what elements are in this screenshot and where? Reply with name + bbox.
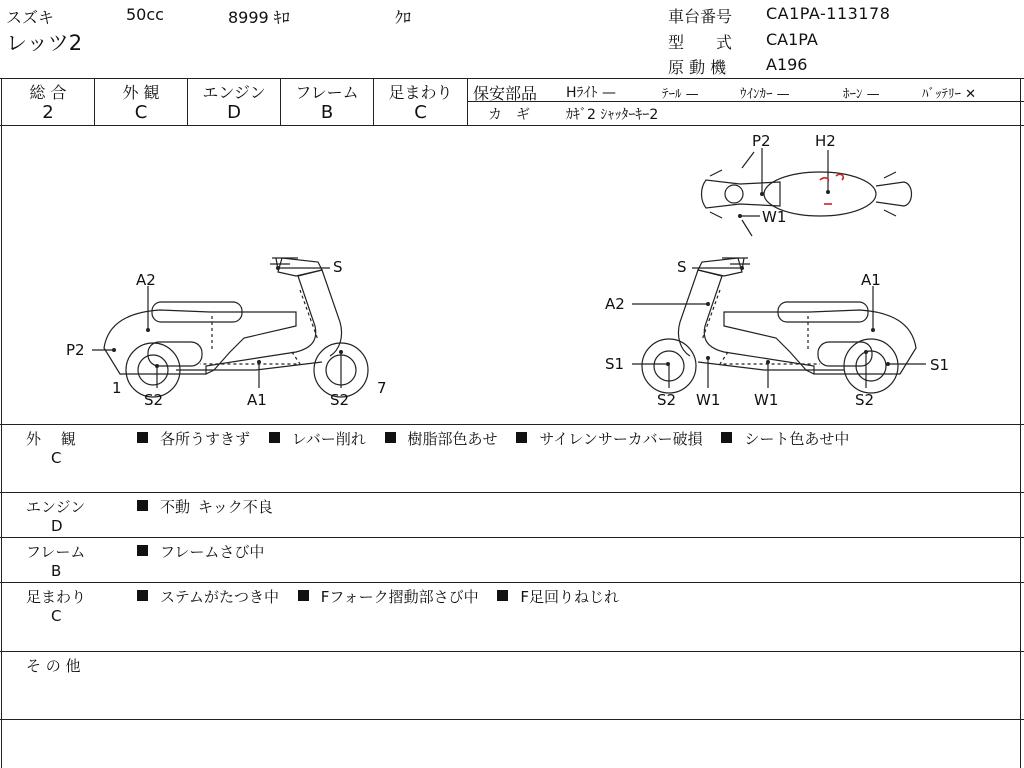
left-label-7: 7 (377, 379, 387, 397)
bullet-icon (269, 432, 280, 443)
bullet-icon (137, 500, 148, 511)
engine-value: A196 (766, 55, 808, 74)
comment-divider-3 (0, 582, 1024, 583)
left-label-s2a: S2 (144, 391, 164, 409)
exterior-item: シート色あせ中 (744, 430, 850, 448)
scooter-diagram (0, 126, 1024, 424)
comment-other-label: そ の 他 (26, 657, 81, 675)
suspension-item: F足回りねじれ (520, 588, 620, 606)
comment-engine-label: エンジン (26, 498, 86, 516)
comment-suspension-grade: C (51, 607, 62, 625)
right-label-s1a: S1 (605, 355, 625, 373)
grade-top-border (0, 78, 1024, 79)
safety-battery: ﾊﾞｯﾃﾘｰ ✕ (922, 87, 977, 102)
bullet-icon (137, 545, 148, 556)
left-label-p2: P2 (66, 341, 85, 359)
left-label-s: S (333, 258, 343, 276)
left-label-a2: A2 (136, 271, 156, 289)
key-label: カ ギ (488, 107, 530, 123)
bullet-icon (721, 432, 732, 443)
type-value: CA1PA (766, 30, 818, 49)
suspension-item: ステムがたつき中 (160, 588, 279, 606)
grade-col-5 (467, 78, 468, 125)
right-label-s: S (677, 258, 687, 276)
comment-suspension-label: 足まわり (26, 588, 87, 606)
safety-horn: ﾎｰﾝ — (843, 87, 880, 102)
engine-item: 不動 (160, 498, 191, 516)
overall-grade: 2 (42, 102, 54, 123)
engine-item: キック不良 (198, 498, 273, 516)
comment-divider-2 (0, 537, 1024, 538)
comment-engine-items (137, 496, 287, 517)
comment-suspension-items (137, 586, 633, 607)
right-label-s1b: S1 (930, 356, 950, 374)
comment-exterior-grade: C (51, 449, 62, 467)
engine-label: 原 動 機 (668, 58, 727, 77)
bullet-icon (137, 590, 148, 601)
comment-frame-items (137, 541, 278, 562)
left-label-s2b: S2 (330, 391, 350, 409)
damage-marks (820, 174, 843, 204)
frame-grade-label: フレーム (295, 83, 359, 102)
comment-exterior-items (137, 428, 863, 449)
top-label-h2: H2 (815, 132, 836, 150)
top-label-w1: W1 (762, 208, 787, 226)
suspension-item: Fフォーク摺動部さび中 (320, 588, 479, 606)
comment-divider-1 (0, 492, 1024, 493)
bullet-icon (497, 590, 508, 601)
displacement: 50cc (126, 5, 164, 24)
frame-grade: B (320, 102, 334, 123)
top-scooter-outline (702, 152, 912, 236)
frame-no-label: 車台番号 (668, 7, 733, 26)
safety-winker: ｳｲﾝｶｰ — (740, 87, 790, 102)
comment-exterior-label: 外 観 (26, 430, 76, 448)
comment-engine-grade: D (51, 517, 63, 535)
exterior-item: 各所うすきず (160, 430, 251, 448)
right-label-w1b: W1 (754, 391, 779, 409)
right-label-s2b: S2 (855, 391, 875, 409)
color: ｸﾛ (395, 8, 412, 27)
right-label-s2a: S2 (657, 391, 677, 409)
maker: スズキ (6, 8, 55, 27)
safety-label: 保安部品 (473, 84, 538, 103)
bullet-icon (137, 432, 148, 443)
engine-grade: D (227, 102, 241, 123)
bullet-icon (385, 432, 396, 443)
suspension-grade-label: 足まわり (388, 83, 453, 102)
diagram-bottom-border (0, 424, 1024, 425)
bullet-icon (516, 432, 527, 443)
comment-divider-5 (0, 719, 1024, 720)
suspension-grade: C (414, 102, 427, 123)
overall-label: 総 合 (29, 83, 67, 102)
exterior-grade: C (134, 102, 148, 123)
right-label-w1a: W1 (696, 391, 721, 409)
exterior-item: 樹脂部色あせ (407, 430, 498, 448)
bullet-icon (298, 590, 309, 601)
right-label-a2: A2 (605, 295, 625, 313)
type-label: 型 式 (668, 33, 733, 52)
comment-frame-label: フレーム (26, 543, 86, 561)
left-label-1: 1 (112, 379, 122, 397)
frame-item: フレームさび中 (160, 543, 265, 561)
model-name: レッツ2 (6, 31, 83, 55)
engine-grade-label: エンジン (202, 83, 266, 102)
exterior-item: サイレンサーカバー破損 (539, 430, 703, 448)
exterior-label: 外 観 (122, 83, 160, 102)
comment-frame-grade: B (51, 562, 62, 580)
right-label-a1: A1 (861, 271, 881, 289)
comment-divider-4 (0, 651, 1024, 652)
safety-tail: ﾃｰﾙ — (662, 87, 699, 102)
frame-no: CA1PA-113178 (766, 4, 891, 23)
mileage: 8999 ｷﾛ (228, 8, 290, 27)
top-label-p2: P2 (752, 132, 771, 150)
exterior-item: レバー削れ (291, 430, 366, 448)
left-label-a1: A1 (247, 391, 267, 409)
key-value: ｶｷﾞ2 ｼｬｯﾀｰｷｰ2 (566, 107, 659, 123)
safety-headlight: Hﾗｲﾄ — (566, 85, 616, 101)
